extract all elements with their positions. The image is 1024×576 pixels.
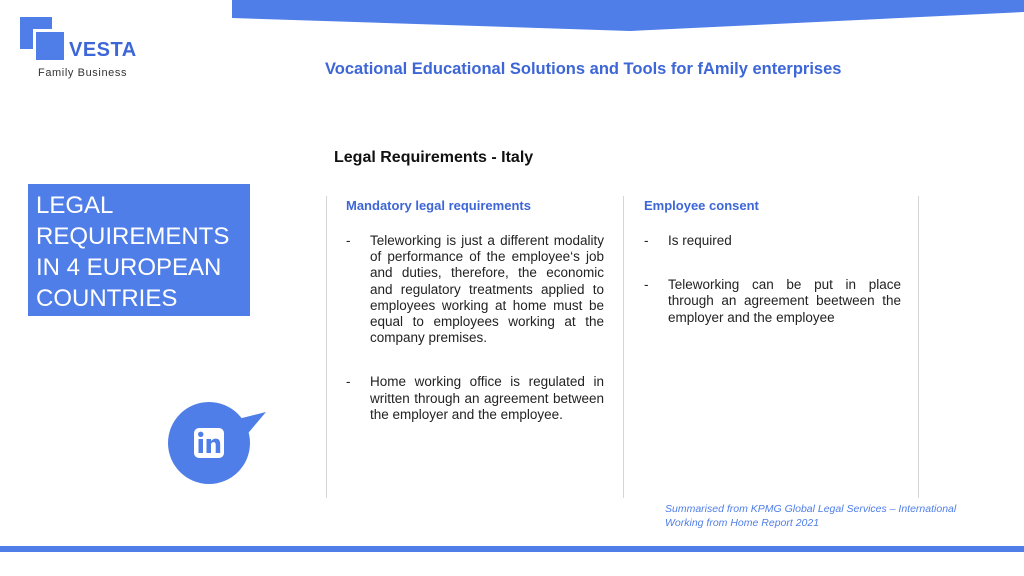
vesta-logo	[20, 17, 160, 87]
list-item	[644, 233, 901, 249]
list-item-text: Teleworking is just a different modality of performance of the employee‘s job and duties, therefore, the economic and regulatory treatments applied to employees working at home must be equal to employees working at the company premises.	[370, 233, 604, 346]
list-item-text: Home working office is regulated in written through an agreement between the employer and the employee.	[370, 374, 604, 422]
column-divider-middle	[623, 196, 624, 498]
list-item	[346, 374, 604, 423]
logo-name: VESTA	[69, 39, 137, 61]
column-divider-right	[918, 196, 919, 498]
source-note: Summarised from KPMG Global Legal Services – International Working from Home Report 2021	[665, 503, 957, 529]
linkedin-icon[interactable]	[168, 402, 266, 484]
page-title: Legal Requirements - Italy	[334, 149, 534, 166]
project-title: Vocational Educational Solutions and Tools for fAmily enterprises	[325, 60, 842, 78]
bullet-dash: -	[346, 374, 351, 390]
bullet-dash: -	[644, 277, 649, 293]
logo-square-front	[36, 32, 64, 60]
logo-tagline: Family Business	[38, 67, 128, 79]
topic-box	[28, 184, 250, 316]
column-heading: Mandatory legal requirements	[346, 198, 531, 213]
column-mandatory-requirements	[346, 198, 604, 423]
bottom-bar	[0, 546, 1024, 552]
list-item	[644, 277, 901, 326]
list-item-text: Teleworking can be put in place through an agreement beetween the employer and the employee	[668, 277, 901, 325]
column-heading: Employee consent	[644, 198, 759, 213]
topic-box-text: LEGAL REQUIREMENTS IN 4 EUROPEAN COUNTRIES	[36, 192, 230, 312]
bullet-dash: -	[346, 233, 351, 248]
column-employee-consent	[644, 198, 901, 326]
list-item	[346, 233, 604, 346]
list-item-text: Is required	[668, 233, 732, 248]
bullet-dash: -	[644, 233, 649, 248]
column-divider-left	[326, 196, 327, 498]
